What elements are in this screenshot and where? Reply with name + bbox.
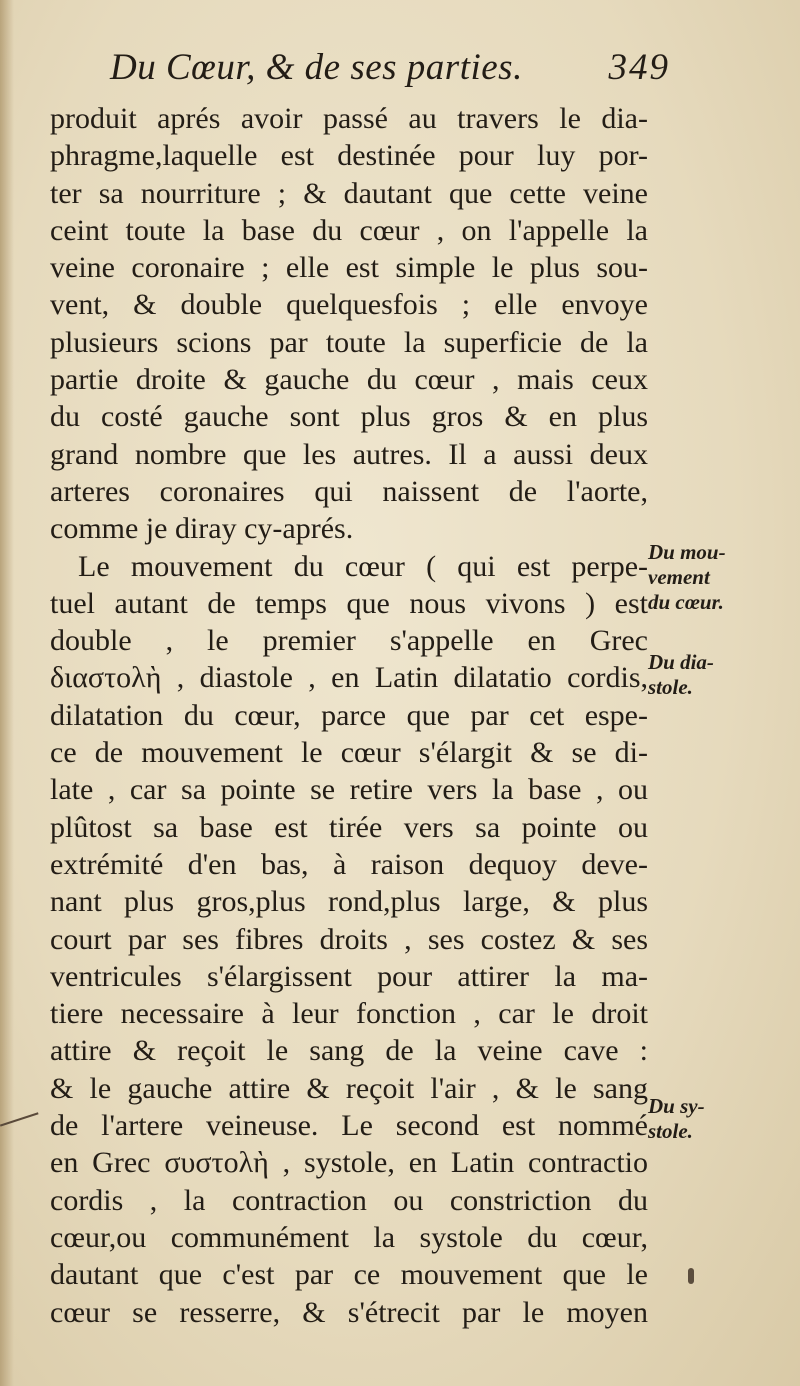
- text-line: de l'artere veineuse. Le second est nommé: [50, 1109, 648, 1143]
- margin-note-line: stole.: [648, 675, 693, 699]
- text-line: grand nombre que les autres. Il a aussi deux: [50, 437, 648, 471]
- running-head: Du Cœur, & de ses parties.: [110, 47, 523, 88]
- text-line: du costé gauche sont plus gros & en plus: [50, 400, 648, 434]
- ink-spot: [688, 1268, 694, 1284]
- text-line: produit aprés avoir passé au travers le dia-: [50, 102, 648, 135]
- page-gutter-shadow: [0, 0, 14, 1386]
- text-line: ter sa nourriture ; & dautant que cette veine: [50, 176, 648, 210]
- margin-note-line: Du mou-: [648, 540, 726, 564]
- page-header: [110, 42, 670, 98]
- margin-notes: [648, 0, 798, 1386]
- margin-note-line: Du dia-: [648, 650, 714, 674]
- text-line: cœur se resserre, & s'étrecit par le moyen: [50, 1295, 648, 1329]
- text-line: dilatation du cœur, parce que par cet espe-: [50, 698, 648, 732]
- text-line: partie droite & gauche du cœur , mais ceux: [50, 363, 648, 397]
- text-line: dautant que c'est par ce mouvement que le: [50, 1258, 648, 1292]
- text-line: tiere necessaire à leur fonction , car le droit: [50, 997, 648, 1031]
- text-line: plusieurs scions par toute la superficie de la: [50, 325, 648, 359]
- text-line: & le gauche attire & reçoit l'air , & le sang: [50, 1071, 648, 1105]
- margin-note-line: Du sy-: [648, 1094, 705, 1118]
- page-number: 349: [608, 47, 670, 88]
- text-line: διαστολὴ , diastole , en Latin dilatatio cordis,: [50, 661, 648, 695]
- margin-note-movement: [648, 540, 726, 615]
- text-line: attire & reçoit le sang de la veine cave :: [50, 1034, 648, 1068]
- margin-note-line: du cœur.: [648, 590, 724, 614]
- text-line: veine coronaire ; elle est simple le plus sou-: [50, 251, 648, 285]
- text-line: ce de mouvement le cœur s'élargit & se di-: [50, 736, 648, 770]
- margin-note-systole: [648, 1094, 705, 1144]
- text-line: cordis , la contraction ou constriction du: [50, 1183, 648, 1217]
- text-line: ceint toute la base du cœur , on l'appelle la: [50, 213, 648, 247]
- text-line: tuel autant de temps que nous vivons ) est: [50, 586, 648, 620]
- margin-note-diastole: [648, 650, 714, 700]
- text-line: double , le premier s'appelle en Grec: [50, 624, 648, 658]
- text-line: extrémité d'en bas, à raison dequoy deve-: [50, 847, 648, 881]
- margin-note-line: stole.: [648, 1119, 693, 1143]
- text-line: plûtost sa base est tirée vers sa pointe ou: [50, 810, 648, 844]
- text-line: arteres coronaires qui naissent de l'aorte,: [50, 474, 648, 508]
- text-line: phragme,laquelle est destinée pour luy por-: [50, 139, 648, 173]
- text-line: court par ses fibres droits , ses costez & ses: [50, 922, 648, 956]
- paragraph-start-line: Le mouvement du cœur ( qui est perpe-: [78, 549, 648, 583]
- text-line: nant plus gros,plus rond,plus large, & plus: [50, 885, 648, 919]
- text-line: late , car sa pointe se retire vers la base , ou: [50, 773, 648, 807]
- text-line: en Grec συστολὴ , systole, en Latin contractio: [50, 1146, 648, 1180]
- margin-note-line: vement: [648, 565, 710, 589]
- text-line: ventricules s'élargissent pour attirer la ma-: [50, 959, 648, 993]
- text-line: comme je diray cy-aprés.: [50, 512, 354, 546]
- text-line: cœur,ou communément la systole du cœur,: [50, 1220, 648, 1254]
- text-line: vent, & double quelquesfois ; elle envoye: [50, 288, 648, 322]
- body-text: [50, 100, 648, 1331]
